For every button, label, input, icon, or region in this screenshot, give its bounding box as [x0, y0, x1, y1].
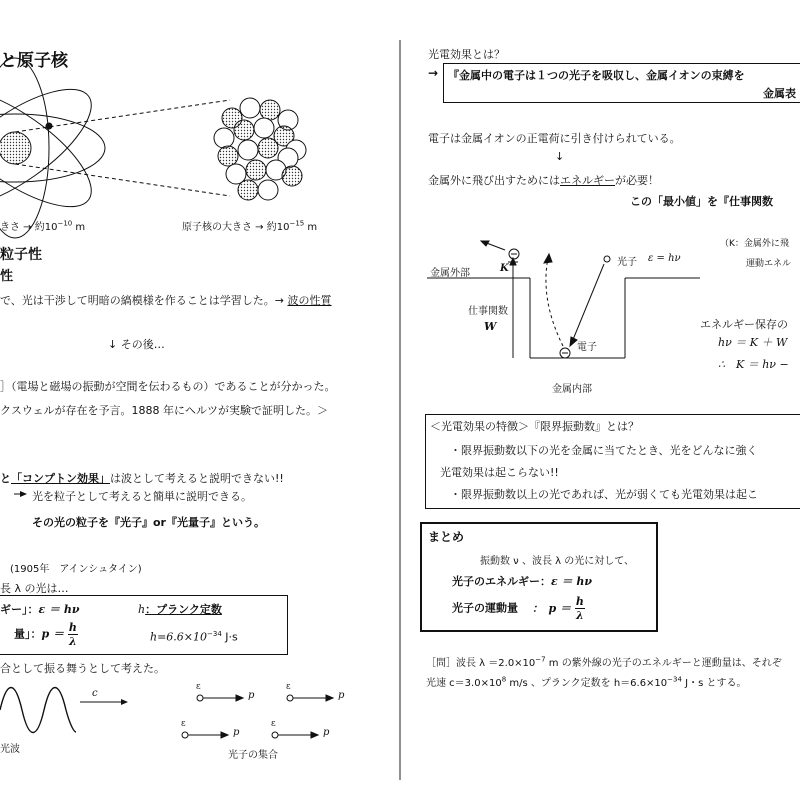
h-value-unit: J·s: [221, 630, 238, 644]
nucleon: [218, 146, 238, 166]
conservation-heading: エネルギー保存の: [700, 318, 788, 331]
compton-suffix: は波として考えると説明できない!!: [110, 472, 284, 485]
compton-term: 「コンプトン効果」: [11, 472, 110, 485]
question-line1: [426, 654, 782, 669]
sub-heading: 性: [0, 269, 14, 284]
question-exponent: 8: [501, 675, 507, 684]
einstein-note: (1905年 アインシュタイン): [10, 564, 142, 575]
photon-p-label: p: [233, 727, 240, 738]
fraction-denominator: λ: [576, 609, 584, 622]
escape-text: 金属外に飛び出すためには: [428, 174, 560, 187]
question-text: J・s とする。: [681, 678, 747, 689]
feature-1: ・限界振動数以下の光を金属に当てたとき、光をどんなに強く: [450, 444, 758, 457]
question-exponent: −34: [667, 675, 682, 684]
h-symbol: h: [138, 603, 146, 616]
pe-definition-line2: 金属表: [763, 87, 796, 100]
atom-size-exponent: −10: [57, 219, 73, 228]
nucleon: [254, 118, 274, 138]
nucleon: [238, 180, 258, 200]
wave-caption: 光波: [0, 744, 20, 755]
question-text: 光速 c＝3.0×10: [426, 678, 502, 689]
energy-row: [0, 601, 79, 617]
pe-definition-line1: 『金属中の電子は１つの光子を吸収し、金属イオンの束縛を: [448, 69, 745, 82]
metal-outside-label: 金属外部: [430, 268, 470, 279]
question-exponent: −7: [535, 655, 546, 664]
after-arrow-text: ↓ その後…: [108, 338, 165, 351]
wave-property-line: [0, 292, 332, 308]
k-note-line2: 運動エネル: [746, 259, 792, 269]
photon-eps-label: ε: [286, 682, 291, 692]
question-line2: [426, 674, 746, 689]
pe-def-arrow: →: [428, 66, 439, 80]
escape-suffix: が必要！: [615, 174, 659, 187]
feature-1b: 光電効果は起こらない!!: [440, 466, 559, 479]
nucleus-illustration: [214, 98, 306, 200]
atom-illustration: [0, 58, 230, 238]
atom-size-text: きさ → 約10: [0, 222, 58, 233]
nucleon: [258, 138, 278, 158]
down-arrow: ↓: [555, 150, 565, 163]
momentum-fraction: [68, 622, 78, 647]
planck-row: [138, 601, 222, 617]
conservation-eq2: ∴ K ＝ hν −: [718, 358, 789, 371]
summary-energy-label: 光子のエネルギー：: [452, 575, 551, 588]
escape-line: [428, 172, 659, 188]
light-wave: [0, 688, 76, 733]
min-value-line: この「最小値」を『仕事関数: [630, 195, 773, 208]
question-text: m/s 、プランク定数を h＝6.6×10: [506, 678, 668, 689]
energy-label: ギー」：: [0, 603, 39, 616]
question-text: m の紫外線の光子のエネルギーと運動量は、それぞ: [545, 658, 782, 669]
nucleon: [234, 120, 254, 140]
compton-prefix: と: [0, 472, 11, 485]
electron-attraction-line: 電子は金属イオンの正電荷に引き付けられている。: [428, 132, 681, 145]
nucleon: [246, 160, 266, 180]
photon-dot: [604, 256, 610, 262]
wavelength-line: 長 λ の光は…: [0, 582, 69, 595]
conservation-eq1: hν ＝ K ＋ W: [718, 336, 788, 349]
h-value: [150, 630, 238, 644]
speed-c-label: c: [92, 688, 98, 699]
summary-energy-row: [452, 573, 592, 589]
summary-momentum-fraction: [575, 596, 585, 621]
maxwell-line: クスウェルが存在を予言。1888 年にヘルツが実験で証明した。＞: [0, 404, 328, 417]
particle-line: 光を粒子として考えると簡単に説明できる。: [32, 490, 252, 503]
summary-title: まとめ: [428, 530, 465, 544]
photon-eps-label: ε: [181, 719, 186, 729]
summary-momentum-p: ： p ＝: [532, 601, 572, 615]
question-text: ［問］波長 λ ＝2.0×10: [426, 658, 536, 669]
nucleus-size-unit: m: [304, 222, 318, 233]
photon-name-line: その光の粒子を『光子』or『光量子』という。: [32, 516, 265, 529]
section-heading: 粒子性: [0, 247, 42, 263]
k-label: K: [500, 263, 509, 274]
work-function-label: 仕事関数: [468, 306, 508, 317]
photon-formula: ε = hν: [648, 253, 681, 264]
page-title: と原子核: [0, 51, 68, 71]
electron-path: [546, 258, 563, 346]
wave-property-term: 波の性質: [287, 294, 332, 307]
momentum-label: 量」：: [14, 627, 42, 641]
momentum-row: [14, 622, 78, 647]
summary-energy-formula: ε ＝ hν: [551, 575, 592, 588]
atom-size-unit: m: [72, 222, 86, 233]
k-note-line1: （K：金属外に飛: [720, 239, 789, 249]
h-value-text: h=6.6×10: [150, 630, 208, 644]
nucleus-size-exponent: −15: [289, 219, 305, 228]
fraction-numerator: h: [575, 595, 584, 608]
metal-inside-label: 金属内部: [552, 384, 592, 395]
collection-line: 合として振る舞うとして考えた。: [0, 662, 165, 675]
momentum-p: p ＝: [41, 627, 65, 641]
em-wave-line: ］（電場と磁場の振動が空間を伝わるもの）であることが分かった。: [0, 380, 336, 393]
nucleus-size-text: 原子核の大きさ → 約10: [182, 222, 290, 233]
nucleon: [240, 98, 260, 118]
h-value-exponent: −34: [207, 630, 222, 638]
photon-arrow: [572, 264, 604, 342]
nucleon: [238, 140, 258, 160]
fraction-denominator: λ: [69, 635, 77, 648]
pe-heading: 光電効果とは？: [428, 48, 505, 61]
atom-electron: [46, 123, 52, 129]
photon-eps-label: ε: [271, 719, 276, 729]
photon-eps-label: ε: [196, 682, 201, 692]
fraction-numerator: h: [68, 621, 77, 634]
nucleon: [282, 166, 302, 186]
nucleon: [258, 180, 278, 200]
photon-p-label: p: [323, 727, 330, 738]
summary-momentum-label: 光子の運動量: [452, 601, 518, 615]
features-heading: ＜光電効果の特徴＞『限界振動数』とは？: [430, 420, 639, 433]
feature-2: ・限界振動数以上の光であれば、光が弱くても光電効果は起こ: [450, 488, 758, 501]
photon-group: [182, 695, 333, 738]
electron-label: 電子: [577, 342, 597, 353]
atom-nucleus: [0, 132, 31, 164]
nucleon: [214, 128, 234, 148]
photon-label: 光子: [617, 257, 637, 268]
atom-size-caption: [0, 218, 85, 233]
energy-formula: ε ＝ hν: [38, 603, 80, 616]
photon-group-caption: 光子の集合: [228, 750, 278, 761]
wave-line-text: で、光は干渉して明暗の縞模様を作ることは学習した。→: [0, 294, 288, 307]
w-label: W: [484, 320, 497, 333]
photon-p-label: p: [248, 690, 255, 701]
compton-line: [0, 470, 284, 486]
nucleon: [260, 100, 280, 120]
summary-intro: 振動数 ν 、波長 λ の光に対して、: [480, 556, 635, 567]
planck-constant-term: ：プランク定数: [145, 603, 222, 616]
summary-momentum-row: [452, 596, 585, 621]
photon-p-label: p: [338, 690, 345, 701]
nucleus-size-caption: [182, 218, 317, 233]
energy-term: エネルギー: [560, 174, 615, 187]
